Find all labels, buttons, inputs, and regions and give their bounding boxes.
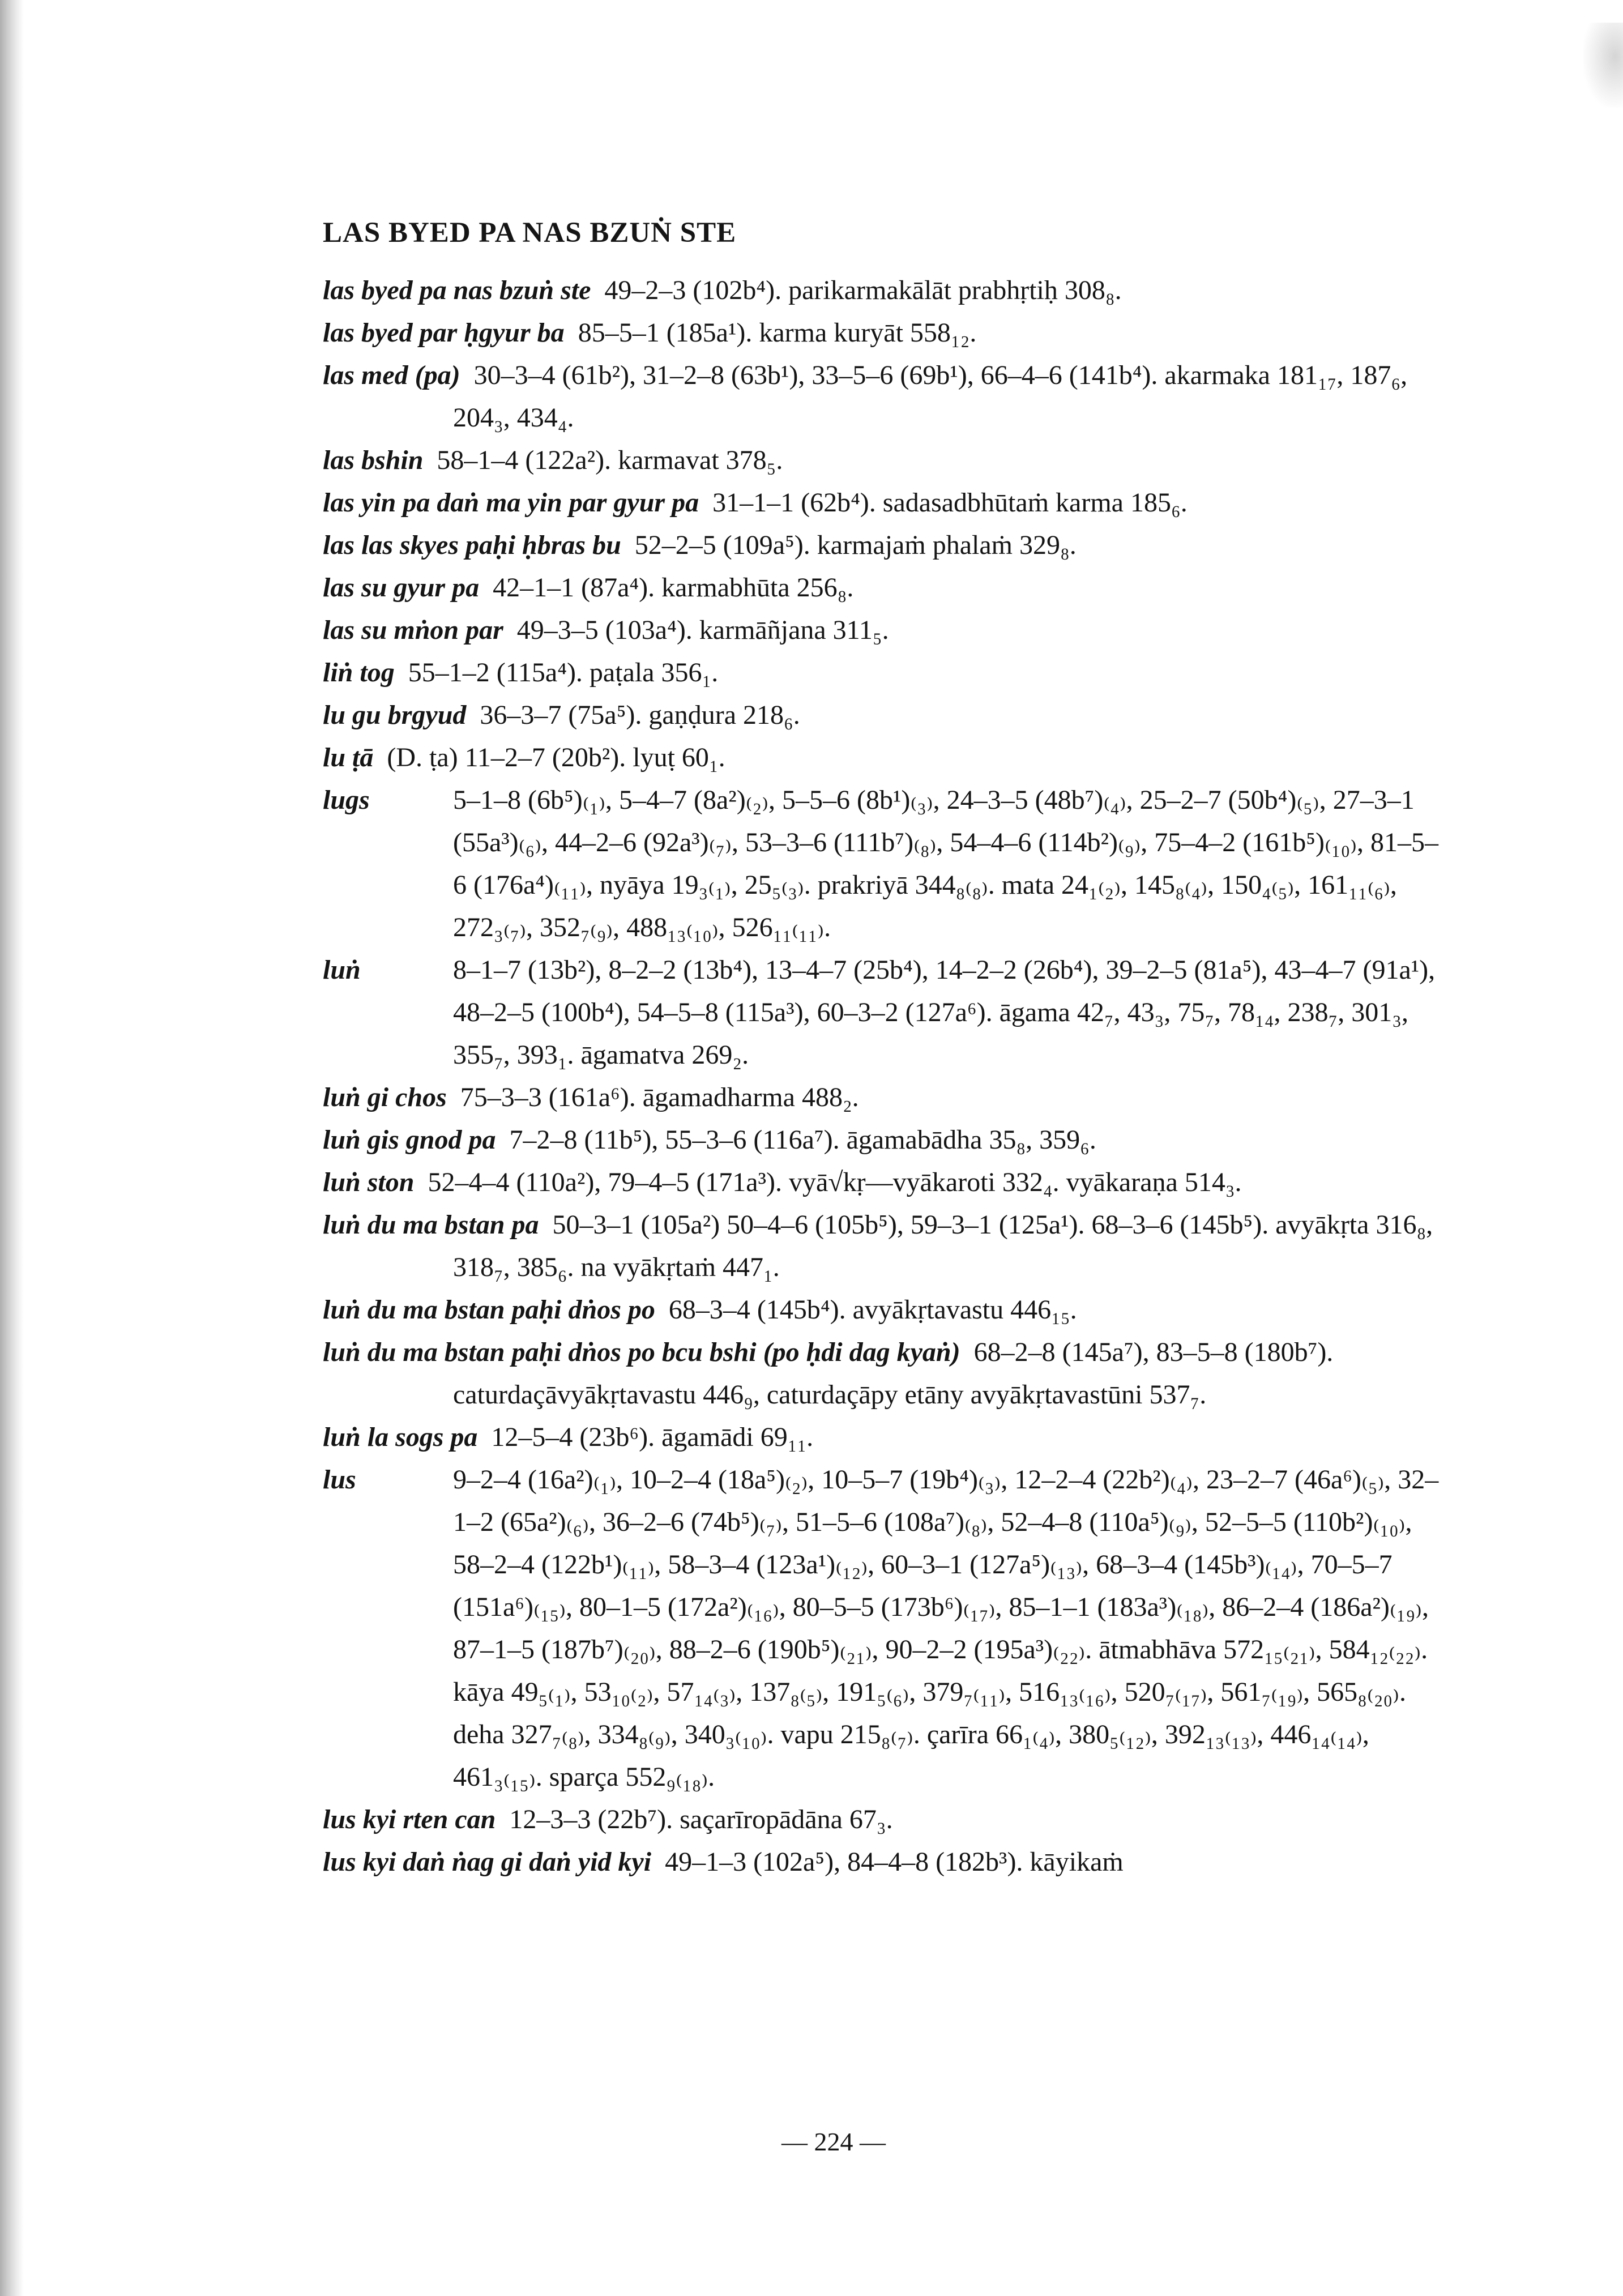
page-number: — 224 — xyxy=(781,2127,886,2156)
entry xyxy=(323,354,1441,439)
entry-text: 85–5–1 (185a¹). karma kuryāt 558₁₂. xyxy=(578,318,977,348)
entry xyxy=(323,609,1441,651)
entry xyxy=(323,1841,1441,1883)
entry-text: 68–3–4 (145b⁴). avyākṛtavastu 446₁₅. xyxy=(668,1295,1077,1325)
entry-text: 68–2–8 (145a⁷), 83–5–8 (180b⁷). caturdaçāvyākṛtavastu 446₉, caturdaçāpy etāny avyākṛtavastūni 537₇. xyxy=(453,1337,1334,1410)
entry xyxy=(323,651,1441,694)
entry xyxy=(323,1288,1441,1331)
entry-term: lugs xyxy=(323,785,370,815)
entry-term: luṅ xyxy=(323,955,361,985)
entry-term: luṅ gi chos xyxy=(323,1082,447,1112)
entry-text: 55–1–2 (115a⁴). paṭala 356₁. xyxy=(408,658,719,688)
entry-text: 49–3–5 (103a⁴). karmāñjana 311₅. xyxy=(516,615,889,645)
entry-text: 8–1–7 (13b²), 8–2–2 (13b⁴), 13–4–7 (25b⁴), 14–2–2 (26b⁴), 39–2–5 (81a⁵), 43–4–7 (91a¹), 48–2–5 (100b⁴), 54–5–8 (115a³), 60–3–2 (127a⁶). āgama 42₇, 43₃, 75₇, 78₁₄, 238₇, 301₃, 355₇, 393₁. āgamatva 269₂. xyxy=(453,955,1436,1070)
entry-text: 52–2–5 (109a⁵). karmajaṁ phalaṁ 329₈. xyxy=(634,530,1077,560)
entry xyxy=(323,439,1441,481)
entry xyxy=(323,524,1441,566)
entry-text: 36–3–7 (75a⁵). gaṇḍura 218₆. xyxy=(480,700,800,730)
running-header: LAS BYED PA NAS BZUṄ STE xyxy=(323,217,737,249)
entry-text: 12–3–3 (22b⁷). saçarīropādāna 67₃. xyxy=(509,1804,893,1834)
entry-term: luṅ la sogs pa xyxy=(323,1422,478,1452)
entry-term: luṅ du ma bstan paḥi dṅos po xyxy=(323,1295,655,1325)
entry xyxy=(323,1076,1441,1119)
entry-term: luṅ du ma bstan paḥi dṅos po bcu bshi (po ḥdi dag kyaṅ) xyxy=(323,1337,960,1367)
entry-term: las yin pa daṅ ma yin par gyur pa xyxy=(323,488,699,518)
entry-text: 52–4–4 (110a²), 79–4–5 (171a³). vyā√kṛ—vyākaroti 332₄. vyākaraṇa 514₃. xyxy=(428,1167,1242,1197)
entry-term: las byed pa nas bzuṅ ste xyxy=(323,275,591,305)
dictionary-entries xyxy=(323,269,1441,1883)
entry-text: 49–2–3 (102b⁴). parikarmakālāt prabhṛtiḥ 308₈. xyxy=(604,275,1122,305)
entry-term: lus kyi daṅ ṅag gi daṅ yid kyi xyxy=(323,1847,652,1877)
entry-term: las su mṅon par xyxy=(323,615,503,645)
entry-text: 30–3–4 (61b²), 31–2–8 (63b¹), 33–5–6 (69b¹), 66–4–6 (141b⁴). akarmaka 181₁₇, 187₆, 204₃, 434₄. xyxy=(453,360,1408,433)
entry-text: 50–3–1 (105a²) 50–4–6 (105b⁵), 59–3–1 (125a¹). 68–3–6 (145b⁵). avyākṛta 316₈, 318₇, 385₆. na vyākṛtaṁ 447₁. xyxy=(453,1210,1433,1282)
entry-term: las su gyur pa xyxy=(323,573,480,603)
entry xyxy=(323,481,1441,524)
entry-text: 42–1–1 (87a⁴). karmabhūta 256₈. xyxy=(493,573,854,603)
entry-term: luṅ ston xyxy=(323,1167,415,1197)
entry xyxy=(323,736,1441,779)
entry-term: las las skyes paḥi ḥbras bu xyxy=(323,530,621,560)
entry-term: lus kyi rten can xyxy=(323,1804,496,1834)
entry-text: 58–1–4 (122a²). karmavat 378₅. xyxy=(437,445,783,475)
entry-text: 12–5–4 (23b⁶). āgamādi 69₁₁. xyxy=(491,1422,814,1452)
entry-term: luṅ du ma bstan pa xyxy=(323,1210,539,1240)
entry xyxy=(323,779,1441,949)
scan-gutter-shadow xyxy=(0,0,24,2296)
entry xyxy=(323,949,1441,1076)
entry xyxy=(323,566,1441,609)
entry-term: lus xyxy=(323,1465,356,1495)
entry-text: 9–2–4 (16a²)₍₁₎, 10–2–4 (18a⁵)₍₂₎, 10–5–7 (19b⁴)₍₃₎, 12–2–4 (22b²)₍₄₎, 23–2–7 (46a⁶)₍₅₎, 32–1–2 (65a²)₍₆₎, 36–2–6 (74b⁵)₍₇₎, 51–5–6 (108a⁷)₍₈₎, 52–4–8 (110a⁵)₍₉₎, 52–5–5 (110b²)₍₁₀₎, 58–2–4 (122b¹)₍₁₁₎, 58–3–4 (123a¹)₍₁₂₎, 60–3–1 (127a⁵)₍₁₃₎, 68–3–4 (145b³)₍₁₄₎, 70–5–7 (151a⁶)₍₁₅₎, 80–1–5 (172a²)₍₁₆₎, 80–5–5 (173b⁶)₍₁₇₎, 85–1–1 (183a³)₍₁₈₎, 86–2–4 (186a²)₍₁₉₎, 87–1–5 (187b⁷)₍₂₀₎, 88–2–6 (190b⁵)₍₂₁₎, 90–2–2 (195a³)₍₂₂₎. ātmabhāva 572₁₅₍₂₁₎, 584₁₂₍₂₂₎. kāya 49₅₍₁₎, 53₁₀₍₂₎, 57₁₄₍₃₎, 137₈₍₅₎, 191₅₍₆₎, 379₇₍₁₁₎, 516₁₃₍₁₆₎, 520₇₍₁₇₎, 561₇₍₁₉₎, 565₈₍₂₀₎. deha 327₇₍₈₎, 334₈₍₉₎, 340₃₍₁₀₎. vapu 215₈₍₇₎. çarīra 66₁₍₄₎, 380₅₍₁₂₎, 392₁₃₍₁₃₎, 446₁₄₍₁₄₎, 461₃₍₁₅₎. sparça 552₉₍₁₈₎. xyxy=(453,1465,1439,1792)
entry-text: 5–1–8 (6b⁵)₍₁₎, 5–4–7 (8a²)₍₂₎, 5–5–6 (8b¹)₍₃₎, 24–3–5 (48b⁷)₍₄₎, 25–2–7 (50b⁴)₍₅₎, 27–3–1 (55a³)₍₆₎, 44–2–6 (92a³)₍₇₎, 53–3–6 (111b⁷)₍₈₎, 54–4–6 (114b²)₍₉₎, 75–4–2 (161b⁵)₍₁₀₎, 81–5–6 (176a⁴)₍₁₁₎, nyāya 19₃₍₁₎, 25₅₍₃₎. prakriyā 344₈₍₈₎. mata 24₁₍₂₎, 145₈₍₄₎, 150₄₍₅₎, 161₁₁₍₆₎, 272₃₍₇₎, 352₇₍₉₎, 488₁₃₍₁₀₎, 526₁₁₍₁₁₎. xyxy=(453,785,1439,942)
entry-text: 31–1–1 (62b⁴). sadasadbhūtaṁ karma 185₆. xyxy=(712,488,1188,518)
entry-text: 75–3–3 (161a⁶). āgamadharma 488₂. xyxy=(460,1082,859,1112)
entry-term: las byed par ḥgyur ba xyxy=(323,318,565,348)
entry-term: lu ṭā xyxy=(323,742,374,773)
entry xyxy=(323,1161,1441,1204)
entry xyxy=(323,694,1441,736)
entry xyxy=(323,1119,1441,1161)
entry-term: luṅ gis gnod pa xyxy=(323,1125,496,1155)
entry-term: lu gu brgyud xyxy=(323,700,467,730)
entry-text: 7–2–8 (11b⁵), 55–3–6 (116a⁷). āgamabādha 35₈, 359₆. xyxy=(509,1125,1096,1155)
entry xyxy=(323,1416,1441,1458)
entry xyxy=(323,1798,1441,1841)
entry-term: las med (pa) xyxy=(323,360,460,390)
entry xyxy=(323,311,1441,354)
entry-text: 49–1–3 (102a⁵), 84–4–8 (182b³). kāyikaṁ xyxy=(665,1847,1124,1877)
entry-text: (D. ṭa) 11–2–7 (20b²). lyuṭ 60₁. xyxy=(387,742,725,773)
entry xyxy=(323,1331,1441,1416)
scan-corner-mark xyxy=(1583,23,1623,108)
entry-term: las bshin xyxy=(323,445,424,475)
entry xyxy=(323,269,1441,311)
entry xyxy=(323,1204,1441,1288)
entry-term: liṅ tog xyxy=(323,658,395,688)
entry xyxy=(323,1458,1441,1798)
